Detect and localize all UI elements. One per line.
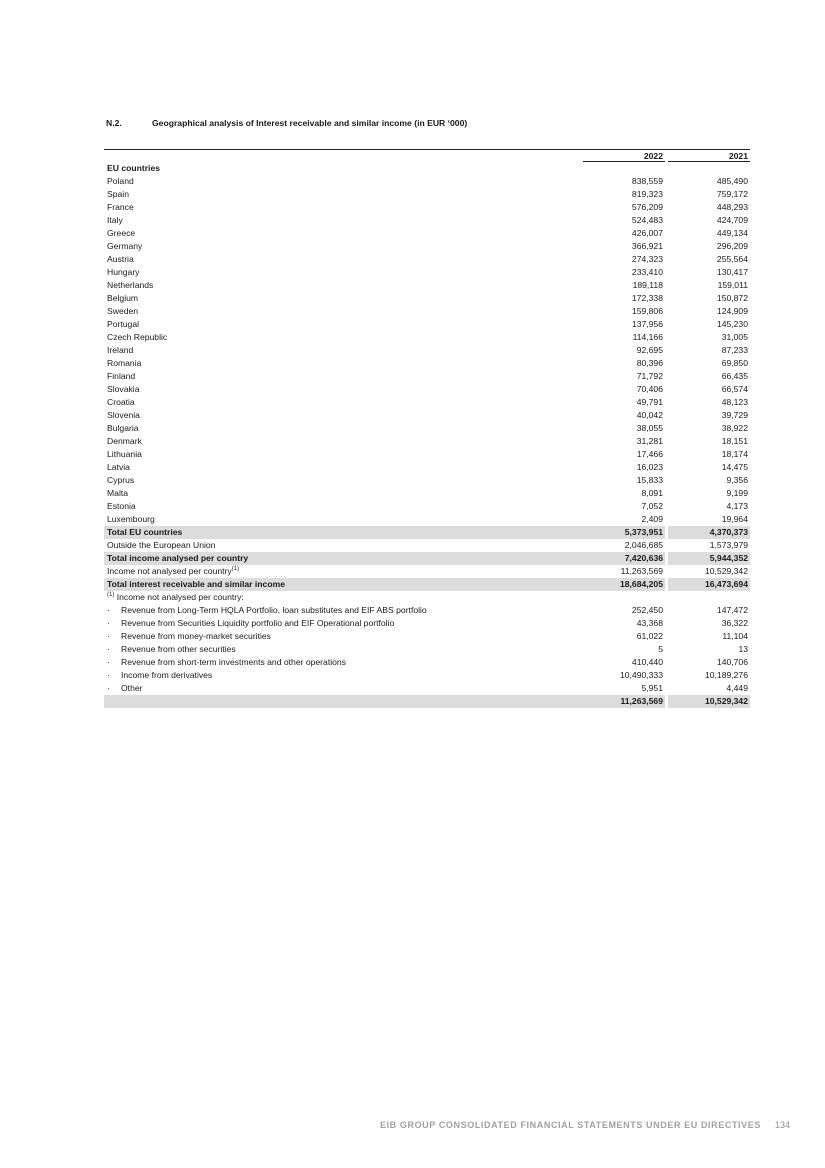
table-row xyxy=(104,357,750,370)
value-2021: 66,435 xyxy=(721,371,748,381)
value-2021: 145,230 xyxy=(716,319,748,329)
country-label: Hungary xyxy=(107,267,140,277)
table-row xyxy=(104,253,750,266)
value-2022: 410,440 xyxy=(631,657,663,667)
country-label: Italy xyxy=(107,215,123,225)
footnote-label: Income not analysed per country: xyxy=(116,592,244,602)
value-2022: 233,410 xyxy=(631,267,663,277)
value-2021: 16,473,694 xyxy=(668,578,750,591)
section-number: N.2. xyxy=(106,118,122,128)
value-2021: 124,909 xyxy=(716,306,748,316)
value-2021: 19,964 xyxy=(721,514,748,524)
value-2021: 448,293 xyxy=(716,202,748,212)
total-eu-row xyxy=(104,526,750,539)
section-heading xyxy=(106,118,467,128)
value-2022: 70,406 xyxy=(636,384,663,394)
value-2022: 5,951 xyxy=(641,683,663,693)
value-2022: 838,559 xyxy=(631,176,663,186)
value-2021: 159,011 xyxy=(717,280,748,290)
total-analysed-row xyxy=(104,552,750,565)
country-label: Romania xyxy=(107,358,142,368)
country-label: Estonia xyxy=(107,501,136,511)
not-analysed-row xyxy=(104,565,750,578)
country-label: Croatia xyxy=(107,397,135,407)
value-2021: 5,944,352 xyxy=(668,552,750,565)
item-label-cell xyxy=(104,630,583,643)
value-2022: 80,396 xyxy=(636,358,663,368)
table-row xyxy=(104,370,750,383)
table-row xyxy=(104,266,750,279)
list-item xyxy=(104,656,750,669)
value-2021: 13 xyxy=(738,644,748,654)
country-label: Czech Republic xyxy=(107,332,168,342)
value-2022: 11,263,569 xyxy=(620,566,663,576)
country-label: Greece xyxy=(107,228,136,238)
value-2022: 576,209 xyxy=(631,202,663,212)
country-label: Malta xyxy=(107,488,129,498)
table-row xyxy=(104,422,750,435)
table-row xyxy=(104,435,750,448)
value-2021: 1,573,979 xyxy=(709,540,748,550)
income-table xyxy=(104,149,750,708)
value-2022: 7,052 xyxy=(641,501,663,511)
value-2021: 147,472 xyxy=(716,605,748,615)
value-2021: 9,356 xyxy=(726,475,748,485)
table-row xyxy=(104,292,750,305)
country-label: Slovakia xyxy=(107,384,140,394)
value-2022: 137,956 xyxy=(631,319,663,329)
value-2022: 61,022 xyxy=(636,631,663,641)
value-2022: 252,450 xyxy=(631,605,663,615)
table-row xyxy=(104,448,750,461)
footnote-items xyxy=(104,604,750,695)
country-label: Netherlands xyxy=(107,280,154,290)
section-label-row xyxy=(104,162,750,175)
bullet-icon: · xyxy=(107,683,110,693)
value-2022: 274,323 xyxy=(631,254,663,264)
country-rows xyxy=(104,175,750,526)
value-2022: 159,806 xyxy=(631,306,663,316)
list-item xyxy=(104,630,750,643)
item-label: Revenue from Long-Term HQLA Portfolio, loan substitutes and EIF ABS portfolio xyxy=(121,605,427,615)
value-2021: 10,529,342 xyxy=(704,566,748,576)
value-2021: 4,370,373 xyxy=(668,526,750,539)
footnote-total-row xyxy=(104,695,750,708)
bullet-icon: · xyxy=(107,618,110,628)
page-number: 134 xyxy=(774,1120,790,1130)
table-row xyxy=(104,175,750,188)
value-2022: 366,921 xyxy=(631,241,663,251)
bullet-icon: · xyxy=(107,657,110,667)
list-item xyxy=(104,617,750,630)
value-2021: 18,151 xyxy=(721,436,748,446)
value-2021: 424,709 xyxy=(716,215,748,225)
country-label: Denmark xyxy=(107,436,142,446)
value-2021: 66,574 xyxy=(721,384,748,394)
value-2021: 140,706 xyxy=(716,657,748,667)
footnote-marker: (1) xyxy=(231,566,240,572)
value-2022: 92,695 xyxy=(636,345,663,355)
table-header-row xyxy=(104,150,750,162)
table-row xyxy=(104,227,750,240)
value-2022: 426,007 xyxy=(631,228,663,238)
value-2021: 31,005 xyxy=(721,332,748,342)
footnote-row xyxy=(104,591,750,604)
item-label-cell xyxy=(104,604,583,617)
outside-eu-row xyxy=(104,539,750,552)
table-row xyxy=(104,214,750,227)
value-2021: 130,417 xyxy=(716,267,748,277)
value-2021: 11,104 xyxy=(722,631,748,641)
value-2022: 71,792 xyxy=(636,371,663,381)
value-2022: 189,118 xyxy=(632,280,663,290)
value-2022: 43,368 xyxy=(636,618,663,628)
table-row xyxy=(104,331,750,344)
item-label: Revenue from other securities xyxy=(121,644,236,654)
value-2021: 10,189,276 xyxy=(704,670,748,680)
value-2021: 4,449 xyxy=(726,683,748,693)
table-row xyxy=(104,318,750,331)
value-2022: 38,055 xyxy=(636,423,663,433)
country-label: Lithuania xyxy=(107,449,142,459)
value-2021: 48,123 xyxy=(721,397,748,407)
table-row xyxy=(104,513,750,526)
country-label: Sweden xyxy=(107,306,139,316)
list-item xyxy=(104,682,750,695)
value-2021: 69,850 xyxy=(721,358,748,368)
country-label: Poland xyxy=(107,176,134,186)
value-2022: 10,490,333 xyxy=(619,670,663,680)
value-2021: 36,322 xyxy=(721,618,748,628)
footnote-marker: (1) xyxy=(107,592,115,598)
country-label: Germany xyxy=(107,241,143,251)
item-label: Other xyxy=(121,683,143,693)
value-2022: 819,323 xyxy=(631,189,663,199)
item-label: Revenue from short-term investments and other operations xyxy=(121,657,346,667)
item-label-cell xyxy=(104,617,583,630)
country-label: Luxembourg xyxy=(107,514,155,524)
table-row xyxy=(104,487,750,500)
country-label: Austria xyxy=(107,254,134,264)
country-label: Cyprus xyxy=(107,475,135,485)
value-2021: 296,209 xyxy=(716,241,748,251)
country-label: Ireland xyxy=(107,345,134,355)
value-2022: 8,091 xyxy=(641,488,663,498)
list-item xyxy=(104,669,750,682)
value-2021: 759,172 xyxy=(716,189,748,199)
country-label: Finland xyxy=(107,371,136,381)
value-2022: 172,338 xyxy=(631,293,663,303)
value-2021: 38,922 xyxy=(721,423,748,433)
value-2022: 5,373,951 xyxy=(583,526,665,539)
value-2022: 31,281 xyxy=(636,436,663,446)
value-2021: 449,134 xyxy=(716,228,748,238)
table-row xyxy=(104,188,750,201)
value-2021: 14,475 xyxy=(721,462,748,472)
value-2022: 49,791 xyxy=(636,397,663,407)
table-row xyxy=(104,344,750,357)
value-2021: 255,564 xyxy=(716,254,748,264)
row-label: Outside the European Union xyxy=(107,540,216,550)
list-item xyxy=(104,604,750,617)
section-label: EU countries xyxy=(107,163,161,173)
bullet-icon: · xyxy=(107,670,110,680)
country-label: France xyxy=(107,202,134,212)
table-row xyxy=(104,383,750,396)
table-row xyxy=(104,240,750,253)
bullet-icon: · xyxy=(107,631,110,641)
footer-title: EIB GROUP CONSOLIDATED FINANCIAL STATEMENTS UNDER EU DIRECTIVES xyxy=(379,1120,761,1130)
country-label: Belgium xyxy=(107,293,139,303)
value-2021: 87,233 xyxy=(721,345,748,355)
table-row xyxy=(104,305,750,318)
column-header-2021: 2021 xyxy=(668,150,750,162)
section-title: Geographical analysis of Interest receivable and similar income (in EUR ‘000) xyxy=(152,118,468,128)
table-row xyxy=(104,201,750,214)
value-2021: 10,529,342 xyxy=(668,695,750,708)
table-row xyxy=(104,474,750,487)
total-interest-row xyxy=(104,578,750,591)
item-label-cell xyxy=(104,669,583,682)
item-label-cell xyxy=(104,643,583,656)
table-row xyxy=(104,461,750,474)
bullet-icon: · xyxy=(107,605,110,615)
list-item xyxy=(104,643,750,656)
value-2021: 485,490 xyxy=(716,176,748,186)
value-2021: 4,173 xyxy=(726,501,748,511)
row-label: Income not analysed per country$^{(1)}$ xyxy=(107,566,240,576)
value-2021: 9,199 xyxy=(726,488,748,498)
value-2022: 17,466 xyxy=(636,449,663,459)
item-label-cell xyxy=(104,682,583,695)
value-2022: 11,263,569 xyxy=(583,695,665,708)
country-label: Slovenia xyxy=(107,410,140,420)
table-row xyxy=(104,500,750,513)
country-label: Portugal xyxy=(107,319,140,329)
table-row xyxy=(104,279,750,292)
value-2021: 39,729 xyxy=(721,410,748,420)
country-label: Spain xyxy=(107,189,129,199)
value-2022: 7,420,636 xyxy=(583,552,665,565)
value-2021: 150,872 xyxy=(716,293,748,303)
value-2022: 114,166 xyxy=(632,332,663,342)
item-label: Revenue from Securities Liquidity portfolio and EIF Operational portfolio xyxy=(121,618,395,628)
value-2022: 40,042 xyxy=(636,410,663,420)
value-2022: 2,046,685 xyxy=(624,540,663,550)
table-row xyxy=(104,396,750,409)
item-label: Income from derivatives xyxy=(121,670,213,680)
value-2022: 524,483 xyxy=(631,215,663,225)
item-label-cell xyxy=(104,656,583,669)
row-label: Total interest receivable and similar income xyxy=(104,578,583,591)
value-2022: 15,833 xyxy=(636,475,663,485)
table-row xyxy=(104,409,750,422)
country-label: Latvia xyxy=(107,462,130,472)
row-label: Total EU countries xyxy=(104,526,583,539)
country-label: Bulgaria xyxy=(107,423,139,433)
value-2022: 5 xyxy=(658,644,663,654)
row-label: Total income analysed per country xyxy=(104,552,583,565)
bullet-icon: · xyxy=(107,644,110,654)
value-2022: 18,684,205 xyxy=(583,578,665,591)
page-footer xyxy=(380,1120,790,1130)
column-header-2022: 2022 xyxy=(583,150,665,162)
value-2022: 16,023 xyxy=(636,462,663,472)
value-2022: 2,409 xyxy=(641,514,663,524)
value-2021: 18,174 xyxy=(721,449,748,459)
item-label: Revenue from money-market securities xyxy=(121,631,271,641)
